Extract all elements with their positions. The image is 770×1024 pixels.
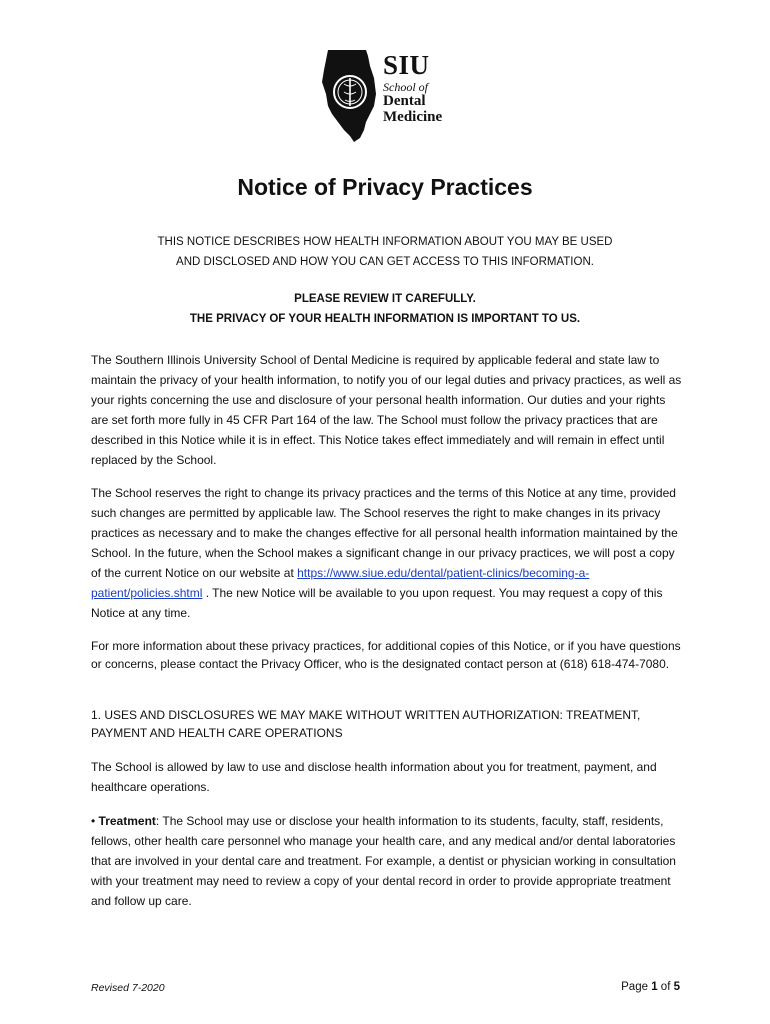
logo-dental: Dental	[383, 93, 426, 109]
review-line-1: PLEASE REVIEW IT CAREFULLY.	[294, 293, 476, 305]
logo-school-of: School of	[383, 80, 428, 94]
logo-siu-text: SIU	[383, 50, 430, 80]
logo-medicine: Medicine	[383, 109, 443, 125]
paragraph-changes-tail: . The new Notice will be available to you upon request. You may request a copy of this Notice at any time.	[91, 586, 663, 620]
review-line-2: THE PRIVACY OF YOUR HEALTH INFORMATION IS IMPORTANT TO US.	[189, 313, 581, 325]
revision-date: Revised 7-2020	[91, 982, 165, 994]
illinois-state-logo-icon	[320, 48, 380, 144]
paragraph-contact: For more information about these privacy practices, for additional copies of this Notice, or if you have questions or concerns, please contact the Privacy Officer, who is the designated contact person at (618) 618-474-7080.	[91, 639, 681, 671]
paragraph-obligations: The Southern Illinois University School of Dental Medicine is required by applicable federal and state law to maintain the privacy of your health information, to notify you of our legal duties and privacy practices, as well as your rights concerning the use and disclosure of your personal health information. Our duties and your rights are set forth more fully in 45 CFR Part 164 of the law. The School must follow the privacy practices that are described in this Notice while it is in effect. This Notice takes effect immediately and will remain in effect until replaced by the School.	[91, 353, 682, 467]
paragraph-allowed-uses: The School is allowed by law to use and disclose health information about you for treatment, payment, and healthcare operations.	[91, 760, 657, 794]
bullet-icon: •	[91, 814, 99, 828]
notice-line-2: AND DISCLOSED AND HOW YOU CAN GET ACCESS TO THIS INFORMATION.	[176, 256, 594, 268]
treatment-label: Treatment	[98, 814, 156, 828]
paragraph-treatment	[91, 811, 683, 911]
review-statement	[0, 289, 770, 329]
notice-line-1: THIS NOTICE DESCRIBES HOW HEALTH INFORMATION ABOUT YOU MAY BE USED	[157, 236, 613, 248]
paragraph-changes	[91, 483, 683, 623]
page-title: Notice of Privacy Practices	[237, 174, 533, 200]
total-pages: 5	[673, 981, 680, 993]
treatment-text: : The School may use or disclose your health information to its students, faculty, staff, residents, fellows, other health care personnel who manage your health care, and any medical and/or dental laboratories that are involved in your dental care and treatment. For example, a dentist or physician working in consultation with your treatment may need to review a copy of your dental record in order to provide appropriate treatment and follow up care.	[91, 814, 676, 908]
paragraph-changes-text: The School reserves the right to change its privacy practices and the terms of this Notice at any time, provided such changes are permitted by applicable law. The School reserves the right to make changes in its privacy practices as necessary and to make the changes effective for all personal health information maintained by the School. In the future, when the School makes a significant change in our privacy practices, we will post a copy of the current Notice on our website at	[91, 486, 678, 580]
page-number	[621, 981, 680, 993]
notice-statement	[0, 232, 770, 272]
section-heading-1: 1. USES AND DISCLOSURES WE MAY MAKE WITHOUT WRITTEN AUTHORIZATION: TREATMENT, PAYMENT AND HEALTH CARE OPERATIONS	[91, 708, 641, 740]
of-word: of	[657, 981, 674, 993]
page-word: Page	[621, 981, 652, 993]
logo-wordmark	[383, 52, 442, 125]
policies-link[interactable]: https://www.siue.edu/dental/patient-clinics/becoming-a-patient/policies.shtml	[91, 566, 590, 600]
current-page: 1	[651, 981, 658, 993]
